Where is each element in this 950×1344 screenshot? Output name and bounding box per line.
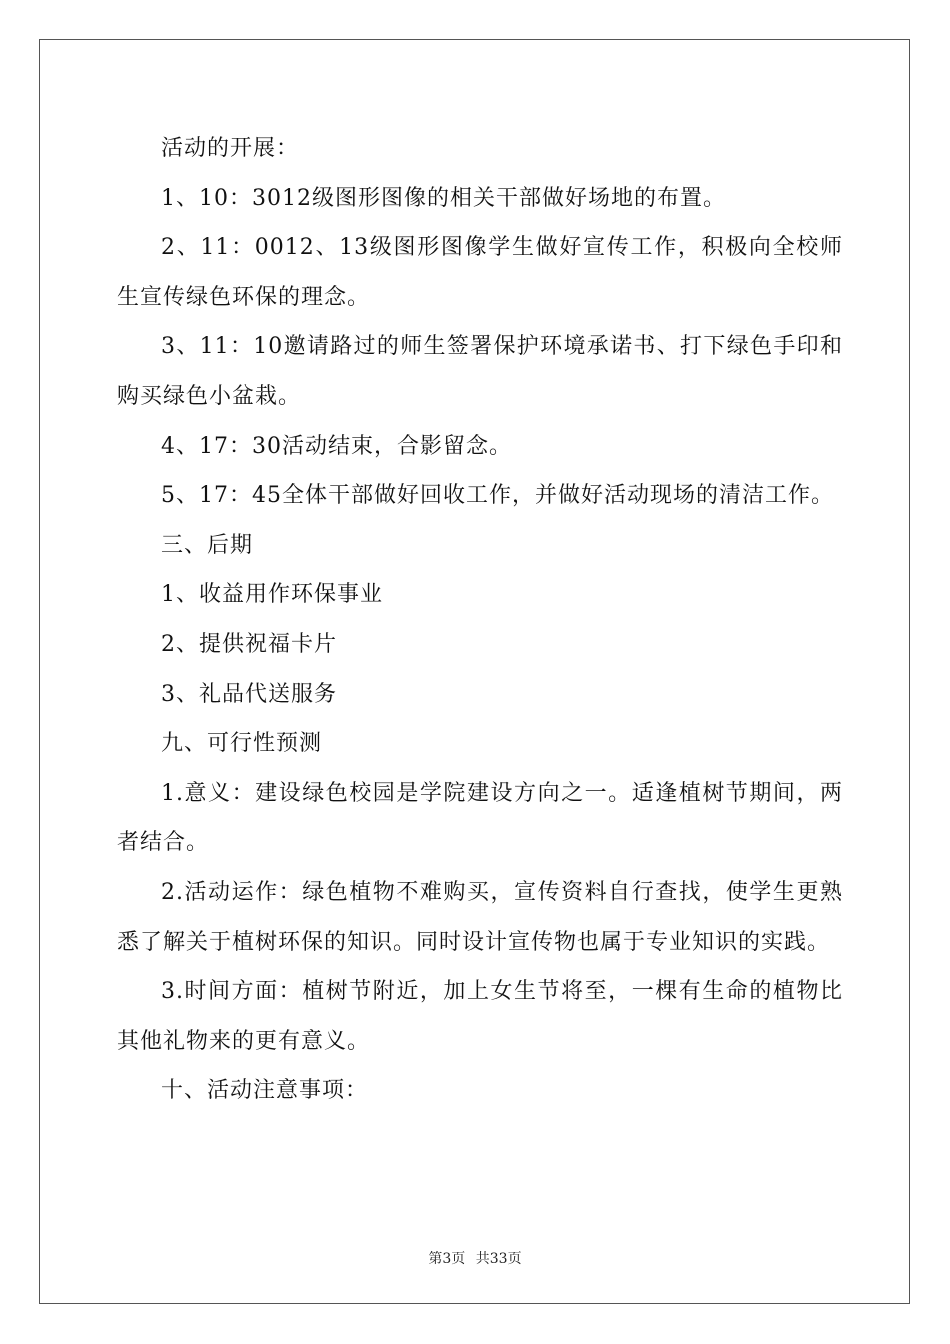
list-item-gift-delivery: 3、礼品代送服务 bbox=[161, 681, 337, 707]
section-heading-feasibility: 九、可行性预测 bbox=[161, 731, 323, 757]
list-item-cards: 2、提供祝福卡片 bbox=[161, 631, 337, 657]
paragraph-step-5: 5、17：45全体干部做好回收工作，并做好活动现场的清洁工作。 bbox=[161, 483, 834, 509]
paragraph-step-4: 4、17：30活动结束，合影留念。 bbox=[161, 433, 512, 459]
paragraph-operation: 2.活动运作：绿色植物不难购买，宣传资料自行查找，使学生更熟悉了解关于植树环保的知识。同时设计宣传物也属于专业知识的实践。 bbox=[117, 879, 843, 955]
list-item-proceeds: 1、收益用作环保事业 bbox=[161, 582, 383, 608]
page-number: 第3页 bbox=[428, 1251, 466, 1267]
paragraph-step-2: 2、11：0012、13级图形图像学生做好宣传工作，积极向全校师生宣传绿色环保的理念。 bbox=[117, 235, 843, 310]
paragraph-step-1: 1、10：3012级图形图像的相关干部做好场地的布置。 bbox=[161, 185, 726, 211]
section-heading-notes: 十、活动注意事项： bbox=[161, 1078, 369, 1104]
section-heading-later-stage: 三、后期 bbox=[161, 532, 254, 558]
page-footer bbox=[0, 1248, 950, 1268]
page-total: 共33页 bbox=[475, 1251, 522, 1267]
paragraph-timing: 3.时间方面：植树节附近，加上女生节将至，一棵有生命的植物比其他礼物来的更有意义。 bbox=[117, 979, 843, 1054]
paragraph-step-3: 3、11：10邀请路过的师生签署保护环境承诺书、打下绿色手印和购买绿色小盆栽。 bbox=[117, 334, 843, 409]
paragraph-significance: 1.意义：建设绿色校园是学院建设方向之一。适逢植树节期间，两者结合。 bbox=[117, 780, 843, 856]
paragraph-activity-heading: 活动的开展： bbox=[161, 136, 300, 161]
document-body bbox=[117, 124, 843, 1116]
